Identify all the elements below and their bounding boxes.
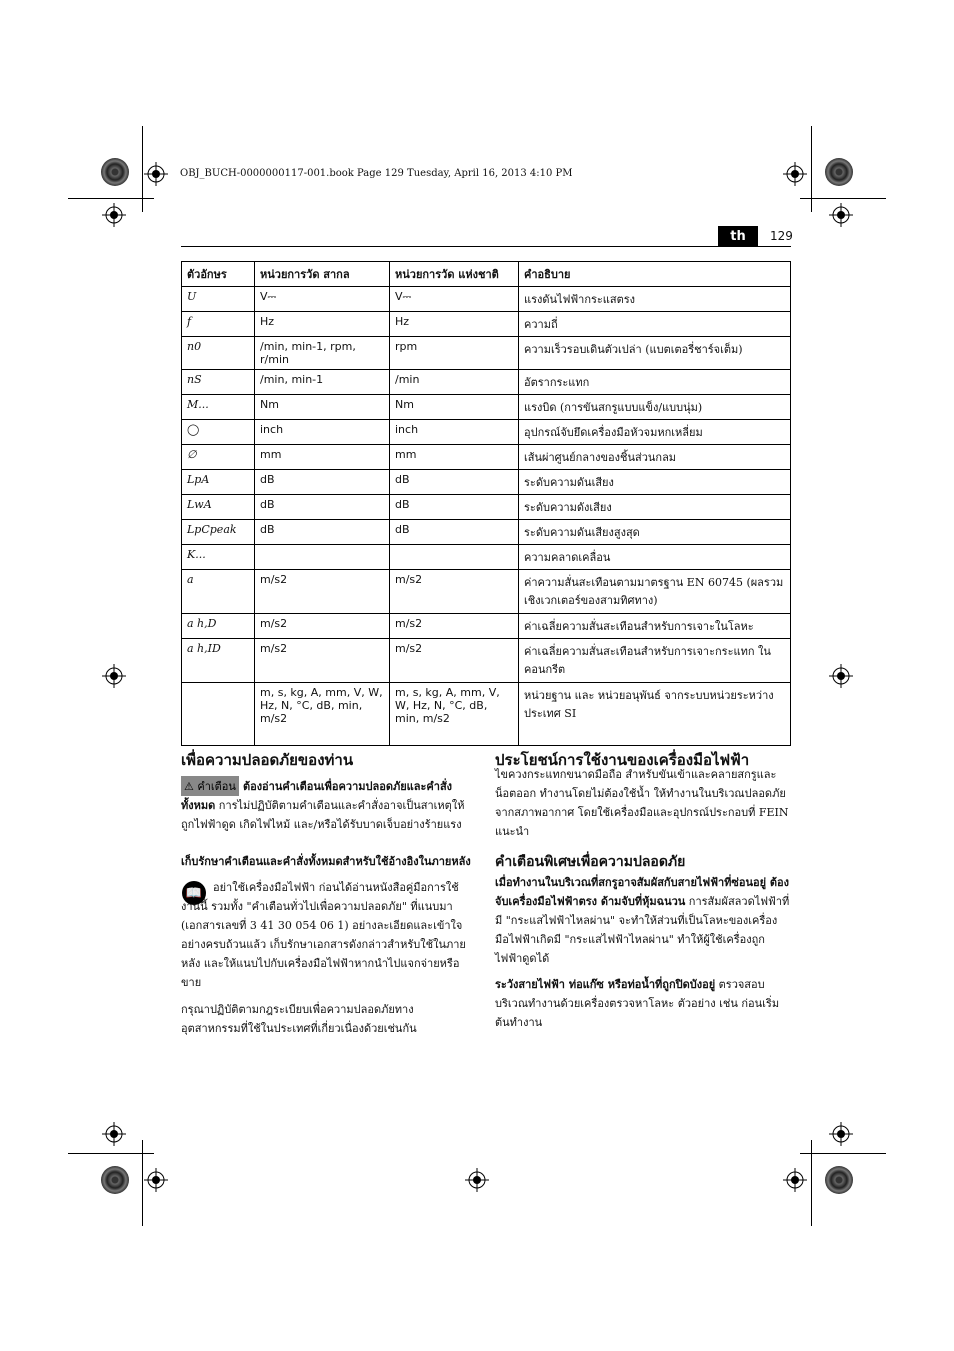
registration-mark-icon [144,162,168,186]
intl-unit-cell: /min, min-1, rpm, r/min [255,337,390,370]
intl-unit-cell: V⎓ [255,287,390,312]
intl-unit-cell: dB [255,520,390,545]
warning-bold: ต้องอ่านคำเตือนเพื่อความปลอดภัยและคำสั่งทั้งหมด [181,780,453,812]
special-warning-2 [495,975,791,1032]
table-row [182,520,791,545]
keep-bold: เก็บรักษาคำเตือนและคำสั่งทั้งหมดสำหรับใช้อ้างอิงในภายหลัง [181,855,471,868]
crop-mark [68,198,154,199]
diameter-icon: ∅ [182,445,255,470]
natl-unit-cell: inch [390,420,519,445]
natl-unit-cell: Hz [390,312,519,337]
warning-badge: ⚠ คำเตือน [181,776,239,796]
table-header: หน่วยการวัด สากล [255,262,390,287]
table-row [182,639,791,683]
units-table [181,261,791,746]
natl-unit-cell: m/s2 [390,570,519,614]
header-rule [181,246,791,247]
natl-unit-cell: m/s2 [390,639,519,683]
registration-mark-icon [829,203,853,227]
description-cell: ระดับความดังเสียง [519,495,791,520]
warning-paragraph [181,776,473,834]
symbol-cell: U [182,287,255,312]
table-row [182,370,791,395]
table-row [182,570,791,614]
description-cell: อัตรากระแทก [519,370,791,395]
description-cell: ความคลาดเคลื่อน [519,545,791,570]
special-warning-2-bold: ระวังสายไฟฟ้า ท่อแก๊ซ หรือท่อน้ำที่ถูกปิดบังอยู่ [495,978,716,991]
symbol-cell: n0 [182,337,255,370]
natl-unit-cell: m/s2 [390,614,519,639]
description-cell: หน่วยฐาน และ หน่วยอนุพันธ์ จากระบบหน่วยระหว่างประเทศ SI [519,683,791,746]
crop-mark [800,1153,886,1154]
description-cell: แรงบิด (การขันสกรูแบบแข็ง/แบบนุ่ม) [519,395,791,420]
natl-unit-cell: rpm [390,337,519,370]
intl-unit-cell: m/s2 [255,639,390,683]
special-warning-1-bold: เมื่อทำงานในบริเวณที่สกรูอาจสัมผัสกับสายไฟฟ้าที่ซ่อนอยู่ ต้องจับเครื่องมือไฟฟ้าตรง ด้ามจับที่หุ้มฉนวน [495,876,790,908]
read-manual-text: อย่าใช้เครื่องมือไฟฟ้า ก่อนได้อ่านหนังสือคู่มือการใช้งานนี้ รวมทั้ง "คำเตือนทั่วไปเพื่อความปลอดภัย" ที่แนบมา (เอกสารเลขที่ 3 41 30 054 06 1) อย่างละเอียดและเข้าใจอย่างครบถ้วนแล้ว เก็บรักษาเอกสารดังกล่าวสำหรับใช้ในภายหลัง และให้แนบไปกับเครื่องมือไฟฟ้าหากนำไปแจกจ่ายหรือขาย [181,881,466,989]
symbol-cell: f [182,312,255,337]
symbol-cell: a h,ID [182,639,255,683]
intl-unit-cell: m, s, kg, A, mm, V, W, Hz, N, °C, dB, min, m/s2 [255,683,390,746]
symbol-cell: a h,D [182,614,255,639]
table-row [182,395,791,420]
page-number: 129 [770,229,793,243]
registration-mark-icon [829,664,853,688]
registration-mark-icon [102,1122,126,1146]
symbol-cell: LpA [182,470,255,495]
hex-chuck-icon: ◯ [182,420,255,445]
registration-mark-icon [465,1168,489,1192]
color-target-icon [825,158,853,186]
symbol-cell: a [182,570,255,614]
table-row [182,545,791,570]
symbol-cell: M... [182,395,255,420]
symbol-cell: LwA [182,495,255,520]
section-heading-safety: เพื่อความปลอดภัยของท่าน [181,751,354,769]
registration-mark-icon [829,1122,853,1146]
registration-mark-icon [783,1168,807,1192]
table-row [182,337,791,370]
warning-text: การไม่ปฏิบัติตามคำเตือนและคำสั่งอาจเป็นสาเหตุให้ถูกไฟฟ้าดูด เกิดไฟไหม้ และ/หรือได้รับบาดเจ็บอย่างร้ายแรง [181,799,465,831]
intl-unit-cell: dB [255,495,390,520]
registration-mark-icon [102,664,126,688]
color-target-icon [101,1166,129,1194]
description-cell: ค่าเฉลี่ยความสั่นสะเทือนสำหรับการเจาะกระแทก ในคอนกรีต [519,639,791,683]
registration-mark-icon [783,162,807,186]
description-cell: ระดับความดันเสียงสูงสุด [519,520,791,545]
intl-unit-cell: Hz [255,312,390,337]
natl-unit-cell [390,545,519,570]
section-heading-intended-use: ประโยชน์การใช้งานของเครื่องมือไฟฟ้า [495,751,750,769]
intl-unit-cell: inch [255,420,390,445]
natl-unit-cell: mm [390,445,519,470]
description-cell: ความถี่ [519,312,791,337]
description-cell: แรงดันไฟฟ้ากระแสตรง [519,287,791,312]
natl-unit-cell: dB [390,470,519,495]
color-target-icon [101,158,129,186]
warning-badge-label: คำเตือน [197,780,236,793]
crop-mark [142,126,143,212]
intl-unit-cell: dB [255,470,390,495]
description-cell: ค่าเฉลี่ยความสั่นสะเทือนสำหรับการเจาะในโลหะ [519,614,791,639]
crop-mark [811,126,812,212]
description-cell: เส้นผ่าศูนย์กลางของชิ้นส่วนกลม [519,445,791,470]
table-header-row [182,262,791,287]
natl-unit-cell: Nm [390,395,519,420]
read-manual-icon: 📖 [182,881,206,905]
natl-unit-cell: m, s, kg, A, mm, V, W, Hz, N, °C, dB, min, m/s2 [390,683,519,746]
symbol-cell: nS [182,370,255,395]
special-warning-1 [495,873,791,968]
print-header: OBJ_BUCH-0000000117-001.book Page 129 Tuesday, April 16, 2013 4:10 PM [180,168,573,179]
table-row [182,495,791,520]
table-row [182,470,791,495]
language-badge: th [718,226,758,246]
special-warning-2-text: ตรวจสอบบริเวณทำงานด้วยเครื่องตรวจหาโลหะ ตัวอย่าง เช่น ก่อนเริ่มต้นทำงาน [495,978,780,1029]
intl-unit-cell: m/s2 [255,570,390,614]
table-row [182,312,791,337]
table-row [182,420,791,445]
intended-use-text: ไขควงกระแทกขนาดมือถือ สำหรับขันเข้าและคลายสกรูและน็อตออก ทำงานโดยไม่ต้องใช้น้ำ ให้ทำงานในบริเวณปลอดภัยจากสภาพอากาศ โดยใช้เครื่องมือและอุปกรณ์ประกอบที่ FEIN แนะนำ [495,768,789,838]
table-row [182,445,791,470]
intl-unit-cell: m/s2 [255,614,390,639]
table-row [182,287,791,312]
symbol-cell: K... [182,545,255,570]
intl-unit-cell: mm [255,445,390,470]
symbol-cell [182,683,255,746]
table-header: หน่วยการวัด แห่งชาติ [390,262,519,287]
description-cell: ค่าความสั่นสะเทือนตามมาตรฐาน EN 60745 (ผลรวมเชิงเวกเตอร์ของสามทิศทาง) [519,570,791,614]
description-cell: อุปกรณ์จับยึดเครื่องมือหัวจมหกเหลี่ยม [519,420,791,445]
intl-unit-cell: /min, min-1 [255,370,390,395]
intl-unit-cell: Nm [255,395,390,420]
color-target-icon [825,1166,853,1194]
table-header: คำอธิบาย [519,262,791,287]
natl-unit-cell: V⎓ [390,287,519,312]
natl-unit-cell: dB [390,495,519,520]
crop-mark [68,1153,154,1154]
regulations-text: กรุณาปฏิบัติตามกฎระเบียบเพื่อความปลอดภัยทางอุตสาหกรรมที่ใช้ในประเทศที่เกี่ยวเนื่องด้วยเช่นกัน [181,1003,417,1035]
crop-mark [800,198,886,199]
natl-unit-cell: dB [390,520,519,545]
symbol-cell: LpCpeak [182,520,255,545]
description-cell: ระดับความดันเสียง [519,470,791,495]
table-header: ตัวอักษร [182,262,255,287]
keep-instructions [181,852,473,871]
table-row [182,683,791,746]
registration-mark-icon [144,1168,168,1192]
table-row [182,614,791,639]
description-cell: ความเร็วรอบเดินตัวเปล่า (แบตเตอรี่ชาร์จเต็ม) [519,337,791,370]
registration-mark-icon [102,203,126,227]
natl-unit-cell: /min [390,370,519,395]
special-warning-1-text: การสัมผัสลวดไฟฟ้าที่มี "กระแสไฟฟ้าไหลผ่าน" จะทำให้ส่วนที่เป็นโลหะของเครื่องมือไฟฟ้าเกิดมี "กระแสไฟฟ้าไหลผ่าน" ทำให้ผู้ใช้เครื่องถูกไฟฟ้าดูดได้ [495,895,790,965]
section-heading-special-warnings: คำเตือนพิเศษเพื่อความปลอดภัย [495,854,686,870]
intl-unit-cell [255,545,390,570]
